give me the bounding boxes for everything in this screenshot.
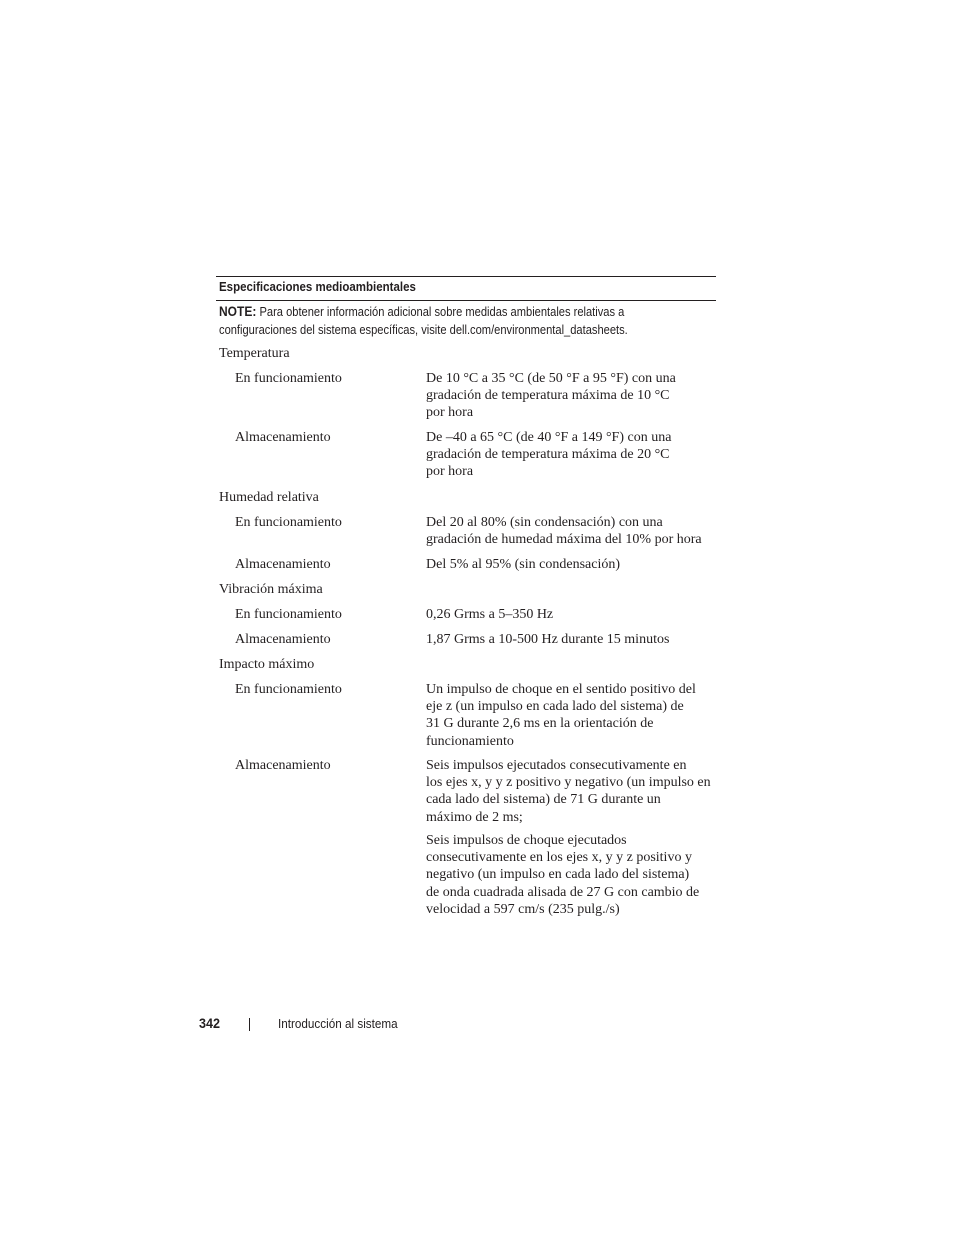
spec-value-line: Del 5% al 95% (sin condensación) <box>426 557 620 572</box>
spec-value-line: consecutivamente en los ejes x, y y z positivo y <box>426 850 692 866</box>
spec-value <box>426 832 718 918</box>
footer-section-title: Introducción al sistema <box>278 1016 398 1031</box>
spec-value-line: 0,26 Grms a 5–350 Hz <box>426 607 554 622</box>
table-title-bar <box>216 276 716 301</box>
footer-divider <box>249 1018 250 1031</box>
spec-value-line: funcionamiento <box>426 733 514 749</box>
spec-value <box>426 681 718 750</box>
spec-value-line: gradación de temperatura máxima de 10 °C <box>426 388 670 404</box>
note <box>219 303 700 339</box>
spec-value <box>426 757 718 826</box>
spec-subcategory: Almacenamiento <box>235 632 331 647</box>
spec-value-line: velocidad a 597 cm/s (235 pulg./s) <box>426 901 620 917</box>
spec-subcategory: Almacenamiento <box>235 758 331 773</box>
spec-value-line: Seis impulsos de choque ejecutados <box>426 833 627 848</box>
spec-value-line: 31 G durante 2,6 ms en la orientación de <box>426 716 654 732</box>
spec-value-line: gradación de temperatura máxima de 20 °C <box>426 447 670 463</box>
spec-value-line: máximo de 2 ms; <box>426 809 523 825</box>
spec-category: Vibración máxima <box>219 582 323 597</box>
spec-subcategory: En funcionamiento <box>235 607 342 622</box>
spec-value-line: Seis impulsos ejecutados consecutivamente en <box>426 758 687 773</box>
spec-subcategory: En funcionamiento <box>235 515 342 530</box>
spec-value-line: De 10 °C a 35 °C (de 50 °F a 95 °F) con una <box>426 371 676 386</box>
spec-category: Temperatura <box>219 346 290 361</box>
spec-category: Impacto máximo <box>219 657 315 672</box>
spec-value-line: Un impulso de choque en el sentido positivo del <box>426 682 696 697</box>
spec-value <box>426 514 718 548</box>
spec-category: Humedad relativa <box>219 490 319 505</box>
spec-value-line: los ejes x, y y z positivo y negativo (un impulso en <box>426 775 711 791</box>
spec-value-line: 1,87 Grms a 10-500 Hz durante 15 minutos <box>426 632 670 647</box>
note-text-line-1: Para obtener información adicional sobre medidas ambientales relativas a <box>259 305 625 319</box>
spec-value-line: cada lado del sistema) de 71 G durante un <box>426 792 661 808</box>
spec-subcategory: Almacenamiento <box>235 557 331 572</box>
page-number: 342 <box>199 1015 221 1031</box>
spec-value <box>426 429 718 481</box>
spec-value-line: gradación de humedad máxima del 10% por hora <box>426 532 702 548</box>
spec-subcategory: Almacenamiento <box>235 430 331 445</box>
spec-value <box>426 631 718 648</box>
spec-value-line: eje z (un impulso en cada lado del sistema) de <box>426 699 684 715</box>
spec-value-line: por hora <box>426 464 474 480</box>
spec-value-line: De –40 a 65 °C (de 40 °F a 149 °F) con una <box>426 430 672 445</box>
note-text-line-2: configuraciones del sistema específicas, visite dell.com/environmental_datasheets. <box>219 322 628 337</box>
spec-value-line: negativo (un impulso en cada lado del sistema) <box>426 867 690 883</box>
note-label: NOTE: <box>219 304 257 319</box>
spec-value-line: de onda cuadrada alisada de 27 G con cambio de <box>426 884 700 900</box>
spec-value <box>426 556 718 573</box>
spec-subcategory: En funcionamiento <box>235 682 342 697</box>
spec-value-line: Del 20 al 80% (sin condensación) con una <box>426 515 663 530</box>
table-title: Especificaciones medioambientales <box>219 280 416 294</box>
spec-value <box>426 606 718 623</box>
spec-value <box>426 370 718 422</box>
spec-value-line: por hora <box>426 405 474 421</box>
spec-subcategory: En funcionamiento <box>235 371 342 386</box>
